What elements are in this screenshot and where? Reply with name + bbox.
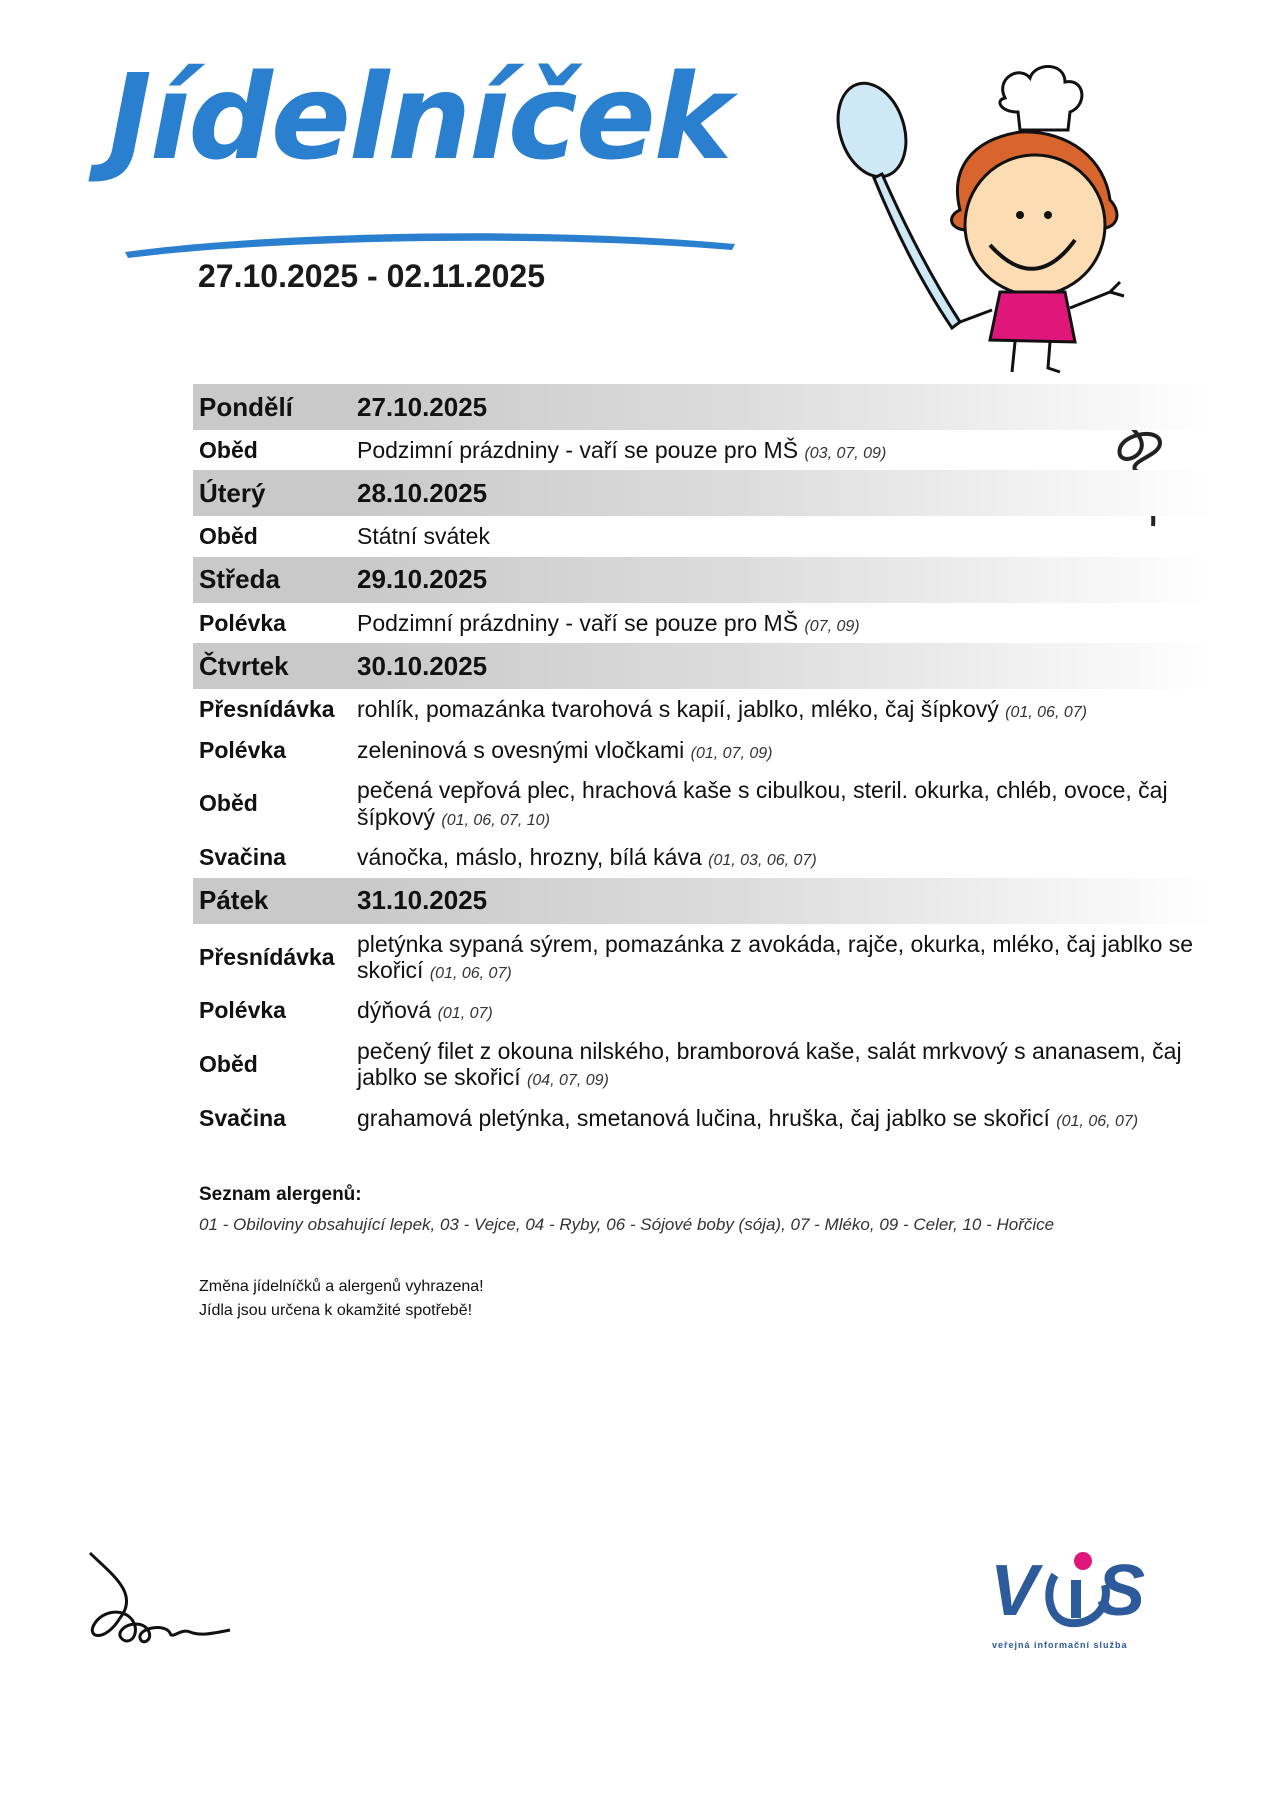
meal-row [193,1098,1215,1138]
day-name: Pondělí [193,384,351,430]
meal-type: Oběd [199,523,258,550]
vis-logo [985,1535,1175,1645]
day-name: Úterý [193,470,351,516]
meal-row [193,770,1215,837]
meal-allergens: (01, 06, 07, 10) [441,811,550,829]
meal-type: Svačina [199,844,286,871]
meal-allergens: (01, 06, 07) [429,964,512,982]
meal-row [193,603,1215,643]
meal-allergens: (04, 07, 09) [527,1072,609,1090]
meal-row [193,837,1215,877]
meal-text: pečená vepřová plec, hrachová kaše s cibulkou, steril. okurka, chléb, ovoce, čaj šípkový [357,777,1168,830]
meal-text: pletýnka sypaná sýrem, pomazánka z avokáda, rajče, okurka, mléko, čaj jablko se skořicí [357,930,1194,983]
meal-text: pečený filet z okouna nilského, bramborová kaše, salát mrkvový s ananasem, čaj jablko se skořicí [357,1037,1182,1091]
meal-text: rohlík, pomazánka tvarohová s kapií, jablko, mléko, čaj šípkový [357,696,999,723]
meal-type: Oběd [199,1051,258,1078]
meal-row [193,1031,1215,1098]
day-date: 31.10.2025 [351,878,1215,924]
day-name: Pátek [193,878,351,924]
meal-description [351,1031,1215,1098]
meal-text: vánočka, máslo, hrozny, bílá káva [357,844,702,871]
meal-row [193,516,1215,556]
meal-allergens: (03, 07, 09) [804,445,887,462]
meal-text: zeleninová s ovesnými vločkami [357,736,685,763]
meal-allergens: (01, 06, 07) [1056,1112,1139,1130]
meal-type: Oběd [199,790,258,817]
meal-description [351,837,1215,877]
meal-type: Svačina [199,1104,286,1131]
allergens-list: 01 - Obiloviny obsahující lepek, 03 - Vejce, 04 - Ryby, 06 - Sójové boby (sója), 07 - Mléko, 09 - Celer, 10 - Hořčice [199,1215,1055,1234]
svg-text:V: V [990,1551,1039,1631]
day-row [193,557,1215,603]
title-underline-swoosh [120,222,740,262]
meal-description [351,1098,1215,1138]
meal-allergens: (01, 06, 07) [1005,704,1087,722]
meal-type: Oběd [199,437,258,463]
note-immediate-consumption: Jídla jsou určena k okamžité spotřebě! [199,1302,473,1319]
meal-description [351,730,1215,770]
meal-type: Polévka [199,997,286,1024]
day-date: 28.10.2025 [351,470,1215,516]
meal-description [351,770,1215,837]
meal-description [351,516,1215,556]
meal-type: Přesnídávka [199,943,335,970]
day-name: Čtvrtek [193,643,351,689]
meal-type: Polévka [199,609,286,636]
day-date: 29.10.2025 [351,557,1215,603]
menu-table [193,384,1215,1138]
day-row [193,643,1215,689]
svg-text:S: S [1097,1551,1146,1631]
day-date: 30.10.2025 [351,643,1215,689]
meal-text: Státní svátek [357,523,490,550]
day-date: 27.10.2025 [351,384,1215,430]
meal-description [351,924,1215,991]
meal-description [351,430,1215,470]
page-title: Jídelníček [108,48,731,186]
vis-logo-subtitle: veřejná informační služba [992,1640,1128,1650]
day-name: Středa [193,557,351,603]
signature-image [80,1548,240,1658]
note-change-reserved: Změna jídelníčků a alergenů vyhrazena! [199,1278,484,1295]
day-row [193,384,1215,430]
meal-text: grahamová pletýnka, smetanová lučina, hruška, čaj jablko se skořicí [357,1104,1050,1131]
day-row [193,470,1215,516]
meal-type: Přesnídávka [199,696,335,723]
meal-text: dýňová [357,997,432,1024]
meal-row [193,990,1215,1030]
meal-row [193,430,1215,470]
meal-row [193,924,1215,991]
meal-allergens: (01, 03, 06, 07) [708,852,817,870]
allergens-title: Seznam alergenů: [199,1184,362,1205]
meal-description [351,990,1215,1030]
meal-allergens: (07, 09) [804,617,860,635]
meal-allergens: (01, 07, 09) [690,744,773,762]
day-row [193,878,1215,924]
meal-text: Podzimní prázdniny - vaří se pouze pro MŠ [357,609,799,636]
meal-row [193,689,1215,729]
meal-description [351,689,1215,729]
date-range: 27.10.2025 - 02.11.2025 [198,258,545,294]
meal-allergens: (01, 07) [437,1005,493,1023]
meal-type: Polévka [199,736,286,763]
meal-text: Podzimní prázdniny - vaří se pouze pro MŠ [357,437,799,463]
chef-illustration [820,60,1140,380]
meal-row [193,730,1215,770]
meal-description [351,603,1215,643]
